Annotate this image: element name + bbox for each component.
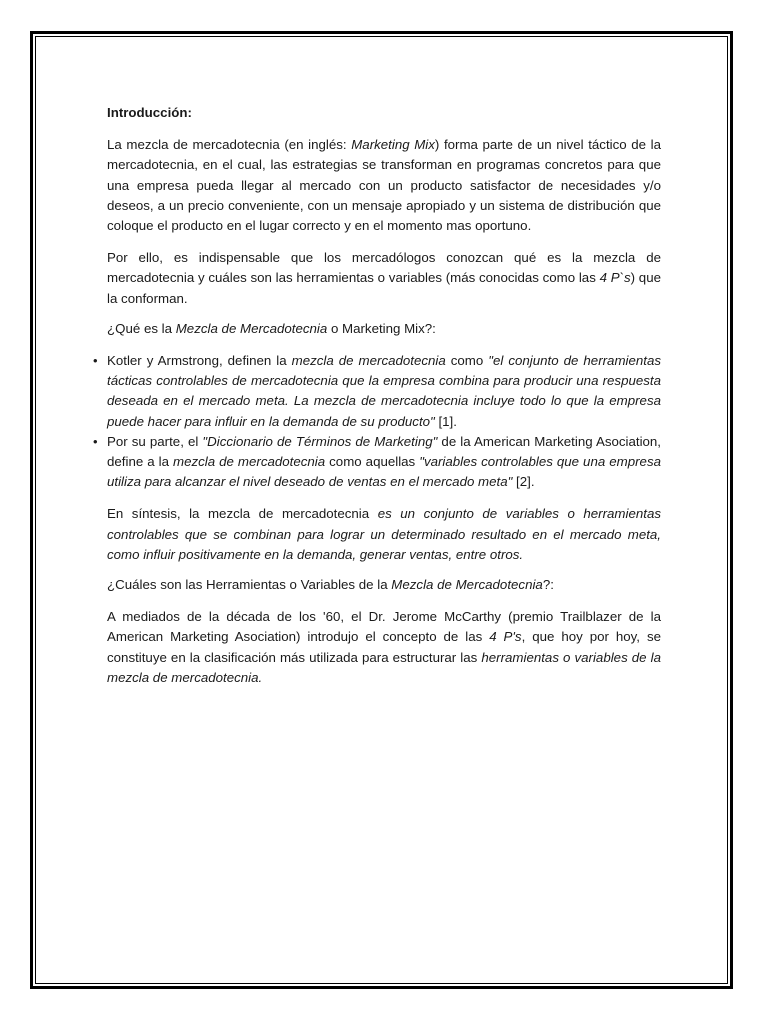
- italic-text: mezcla de mercadotecnia: [173, 454, 326, 470]
- document-body: [93, 103, 662, 698]
- paragraph-sintesis: [107, 504, 661, 565]
- question-que-es: [107, 319, 661, 339]
- text: En síntesis, la mezcla de mercadotecnia: [107, 506, 378, 522]
- text: Por su parte, el: [107, 433, 203, 449]
- italic-text: Mezcla de Mercadotecnia: [391, 577, 543, 593]
- italic-text: "Diccionario de Términos de Marketing": [202, 433, 438, 449]
- italic-text: herramientas o variables de la mezcla de mercadotecnia.: [107, 649, 661, 685]
- paragraph-mccarthy: [107, 607, 661, 688]
- text: ?:: [542, 577, 554, 593]
- text: Por ello, es indispensable que los mercadólogos conozcan qué es la mezcla de mercadotecnia y cuáles son las herramientas o variables (más conocidas como las: [107, 250, 661, 286]
- italic-text: 4 P`s: [599, 270, 631, 286]
- list-item-kotler: [93, 351, 662, 432]
- list-item-diccionario: [93, 432, 662, 493]
- text: ¿Qué es la: [107, 320, 176, 336]
- text: La mezcla de mercadotecnia (en inglés:: [107, 137, 352, 153]
- paragraph-por-ello: [107, 248, 661, 309]
- italic-text: es un conjunto de variables o herramientas controlables que se combinan para lograr un determinado resultado en el mercado meta, como influir positivamente en la demanda, generar ventas, entre otros.: [107, 506, 661, 562]
- text: como aquellas: [325, 454, 420, 470]
- citation: [2].: [512, 474, 535, 490]
- question-cuales-son: [107, 575, 661, 595]
- bullet-icon: •: [93, 353, 98, 369]
- paragraph-intro: [107, 135, 661, 236]
- text: como: [445, 353, 489, 369]
- text: , que hoy por hoy, se constituye en la clasificación más utilizada para estructurar las: [107, 629, 661, 665]
- bullet-icon: •: [93, 433, 98, 449]
- definition-list: [93, 351, 662, 492]
- text: o Marketing Mix?:: [327, 320, 436, 336]
- text: ) forma parte de un nivel táctico de la mercadotecnia, en el cual, las estrategias se transforman en programas concretos para que una empresa pueda llegar al mercado con un producto satisfactor de necesidades y/o deseos, a un precio conveniente, con un mensaje apropiado y un sistema de distribución que coloque el producto en el lugar correcto y en el momento mas oportuno.: [107, 137, 661, 234]
- italic-quote: "el conjunto de herramientas tácticas controlables de mercadotecnia que la empresa combina para producir una respuesta deseada en el mercado meta. La mezcla de mercadotecnia incluye todo lo que la empresa puede hacer para influir en la demanda de su producto": [107, 353, 662, 429]
- citation: [1].: [434, 413, 457, 429]
- text: de la American Marketing Asociation, define a la: [107, 433, 662, 470]
- italic-text: Marketing Mix: [351, 137, 435, 153]
- italic-text: mezcla de mercadotecnia: [291, 353, 446, 369]
- italic-text: 4 P's: [489, 629, 522, 645]
- text: ) que la conforman.: [107, 270, 661, 306]
- italic-quote: "variables controlables que una empresa utiliza para alcanzar el nivel deseado de ventas en el mercado meta": [107, 454, 661, 490]
- text: A mediados de la década de los '60, el Dr. Jerome McCarthy (premio Trailblazer de la American Marketing Asociation) introdujo el concepto de las: [107, 609, 661, 645]
- text: Kotler y Armstrong, definen la: [107, 353, 292, 369]
- heading-introduccion: Introducción:: [107, 105, 192, 120]
- text: ¿Cuáles son las Herramientas o Variables de la: [107, 577, 392, 593]
- italic-text: Mezcla de Mercadotecnia: [175, 320, 328, 336]
